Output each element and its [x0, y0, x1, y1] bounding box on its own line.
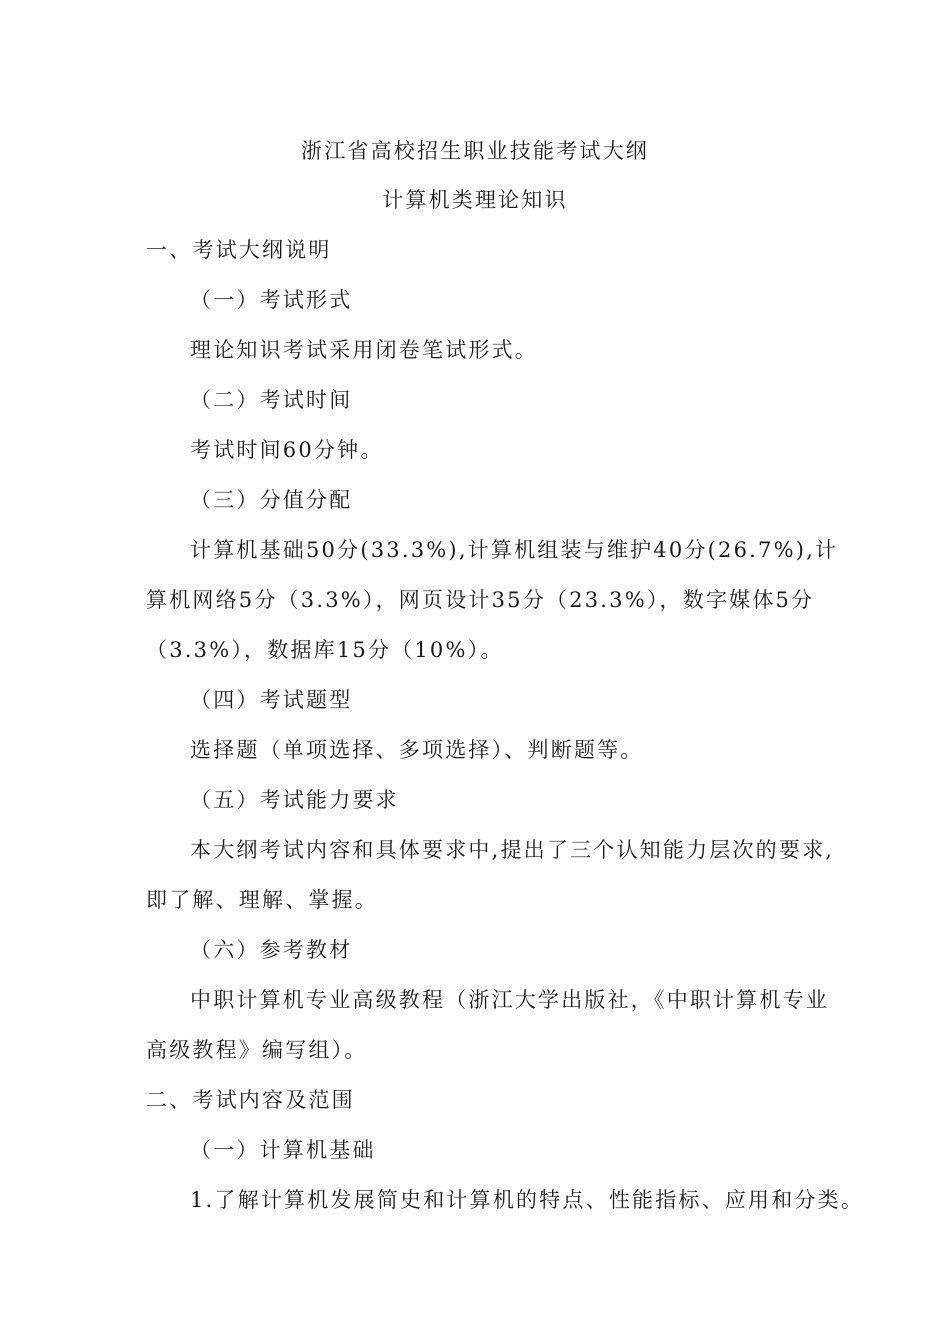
question-types-text: 选择题（单项选择、多项选择）、判断题等。	[190, 738, 644, 762]
document-subtitle: 计算机类理论知识	[382, 188, 568, 212]
question-types-heading: （四）考试题型	[190, 688, 353, 712]
ability-requirements-line1: 本大纲考试内容和具体要求中,提出了三个认知能力层次的要求,	[190, 838, 835, 862]
textbook-line2: 高级教程》编写组）。	[146, 1038, 368, 1062]
section1-heading: 一、考试大纲说明	[146, 238, 332, 262]
textbook-line1: 中职计算机专业高级教程（浙江大学出版社，《中职计算机专业	[190, 988, 830, 1012]
score-distribution-line2: 算机网络5分（3.3%），网页设计35分（23.3%），数字媒体5分	[146, 588, 815, 612]
score-distribution-line1: 计算机基础50分(33.3%),计算机组装与维护40分(26.7%),计	[190, 538, 839, 562]
exam-time-heading: （二）考试时间	[190, 388, 353, 412]
exam-time-text: 考试时间60分钟。	[190, 438, 384, 462]
ability-requirements-heading: （五）考试能力要求	[190, 788, 399, 812]
exam-form-text: 理论知识考试采用闭卷笔试形式。	[190, 338, 538, 362]
computer-basics-heading: （一）计算机基础	[190, 1138, 376, 1162]
ability-requirements-line2: 即了解、理解、掌握。	[146, 888, 378, 912]
exam-form-heading: （一）考试形式	[190, 288, 353, 312]
document-title: 浙江省高校招生职业技能考试大纲	[301, 139, 649, 163]
score-distribution-line3: （3.3%），数据库15分（10%）。	[146, 638, 504, 662]
textbook-heading: （六）参考教材	[190, 938, 353, 962]
score-distribution-heading: （三）分值分配	[190, 488, 353, 512]
computer-basics-item1: 1.了解计算机发展简史和计算机的特点、性能指标、应用和分类。	[190, 1188, 865, 1212]
section2-heading: 二、考试内容及范围	[146, 1088, 355, 1112]
